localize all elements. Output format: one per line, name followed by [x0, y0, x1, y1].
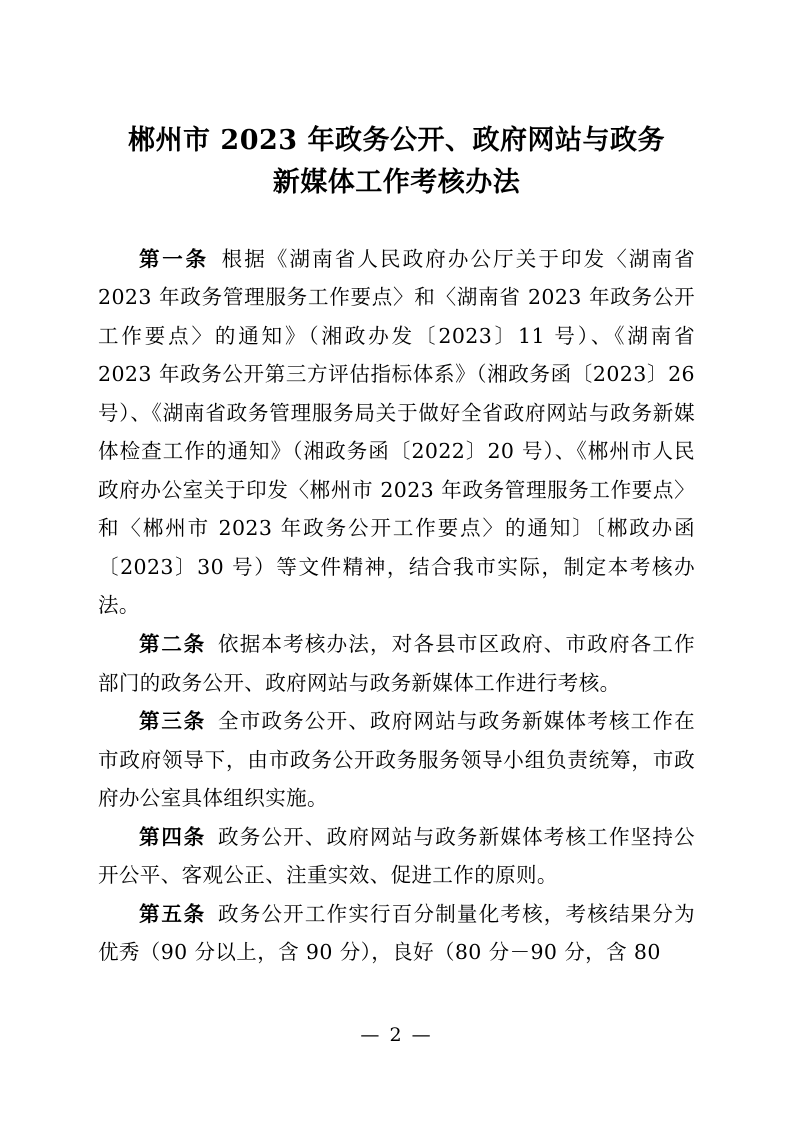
article-text-4: 政务公开、政府网站与政务新媒体考核工作坚持公开公平、客观公正、注重实效、促进工作的原则。: [98, 824, 695, 888]
article-label-1: 第一条: [139, 246, 209, 271]
document-body: [98, 240, 695, 972]
article-label-5: 第五条: [139, 901, 206, 926]
article-label-3: 第三条: [139, 709, 206, 734]
paragraph-article-2: [98, 625, 695, 702]
paragraph-article-4: [98, 818, 695, 895]
page-number: — 2 —: [360, 1024, 433, 1046]
page-title: [98, 0, 695, 204]
article-text-3: 全市政务公开、政府网站与政务新媒体考核工作在市政府领导下，由市政务公开政务服务领导小组负责统筹，市政府办公室具体组织实施。: [98, 709, 695, 811]
article-label-2: 第二条: [139, 632, 206, 656]
article-text-1: 根据《湖南省人民政府办公厅关于印发〈湖南省 2023 年政务管理服务工作要点〉和〈湖南省 2023 年政务公开工作要点〉的通知》（湘政办发〔2023〕11 号）、《湖南省 2023 年政务公开第三方评估指标体系》（湘政务函〔2023〕26 号）、《湖南省政务管理服务局关于做好全省政府网站与政务新媒体检查工作的通知》（湘政务函〔2022〕20 号）、《郴州市人民政府办公室关于印发〈郴州市 2023 年政务管理服务工作要点〉和〈郴州市 2023 年政务公开工作要点〉的通知〕〔郴政办函〔2023〕30 号）等文件精神，结合我市实际，制定本考核办法。: [98, 246, 695, 618]
paragraph-article-3: [98, 702, 695, 818]
article-text-2: 依据本考核办法，对各县市区政府、市政府各工作部门的政务公开、政府网站与政务新媒体工作进行考核。: [98, 632, 695, 695]
page-title-line-1: 郴州市 2023 年政务公开、政府网站与政务: [128, 125, 665, 156]
article-label-4: 第四条: [139, 824, 206, 849]
page-title-line-2: 新媒体工作考核办法: [272, 166, 521, 198]
article-text-5: 政务公开工作实行百分制量化考核，考核结果分为优秀（90 分以上，含 90 分），良好（80 分－90 分，含 80: [98, 901, 695, 965]
paragraph-article-5: [98, 895, 695, 972]
paragraph-article-1: [98, 240, 695, 625]
